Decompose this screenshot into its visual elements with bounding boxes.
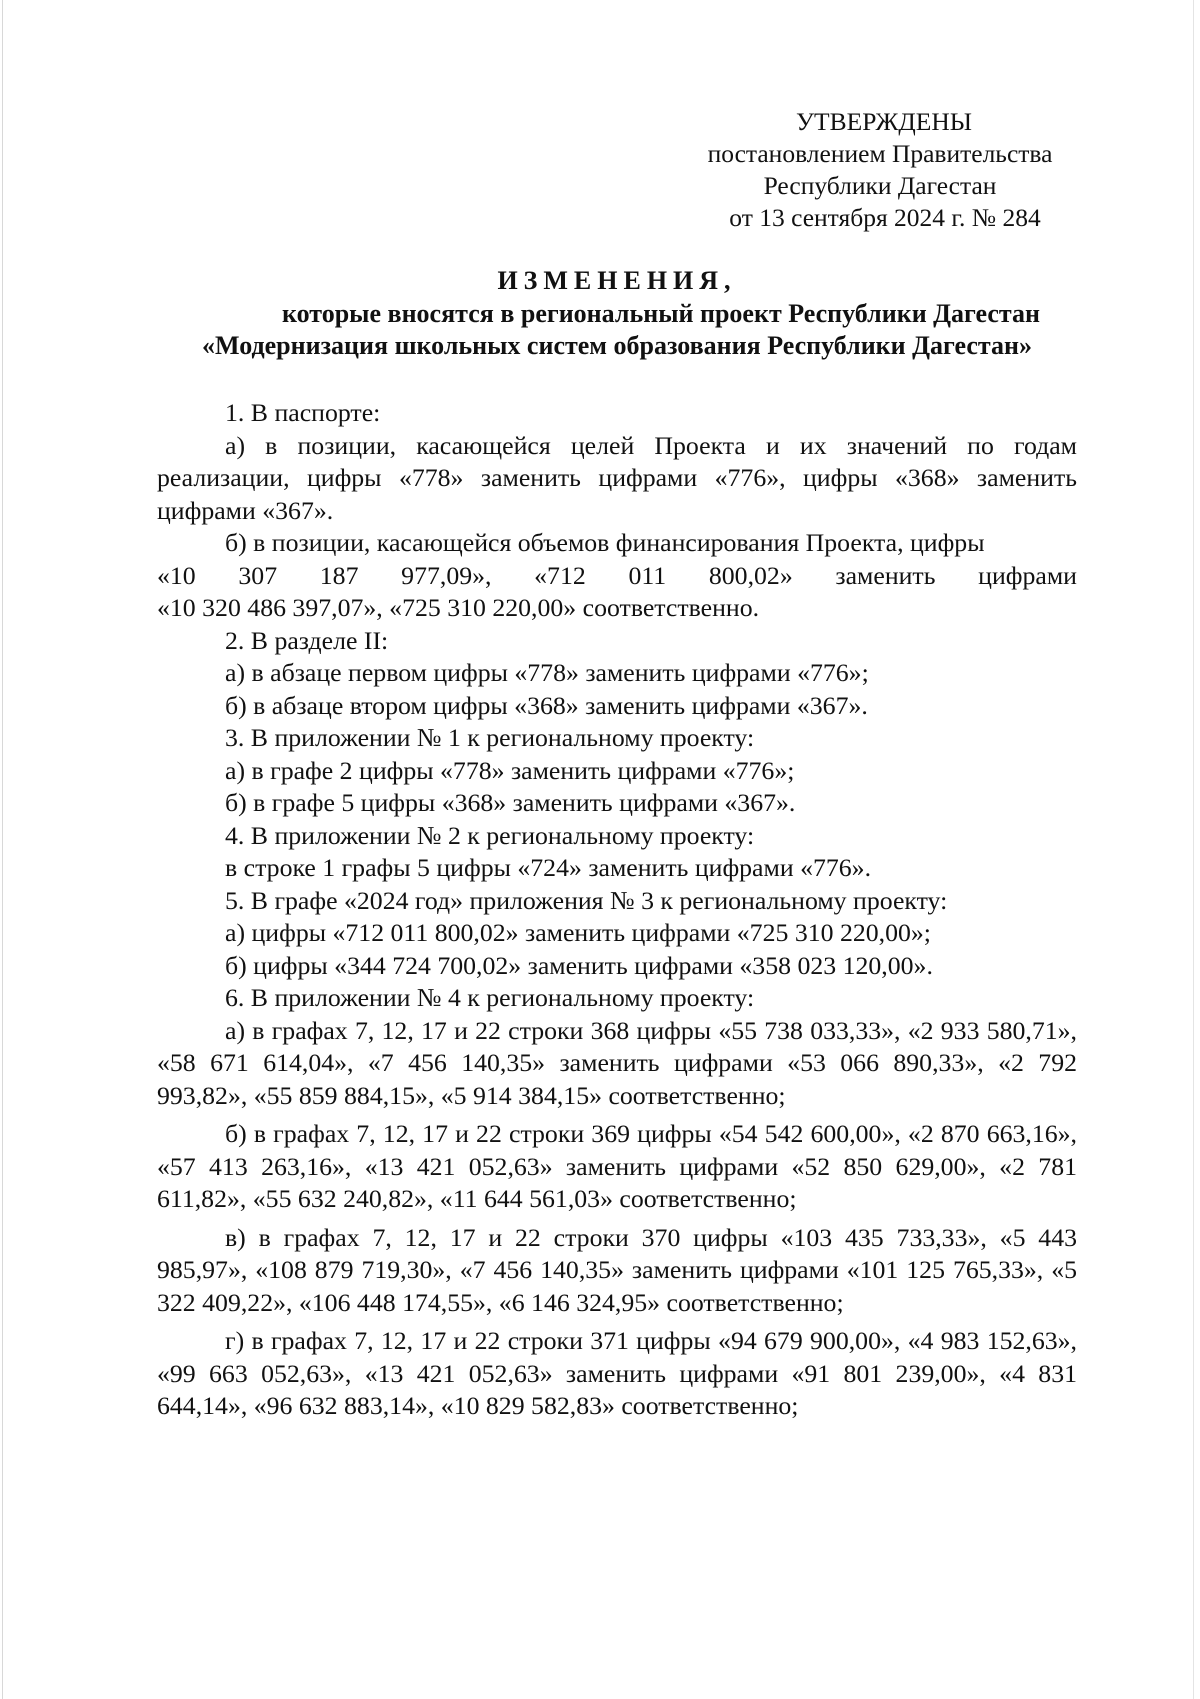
paragraph-4: 4. В приложении № 2 к региональному проекту: bbox=[225, 820, 755, 850]
paragraph-2a: а) в абзаце первом цифры «778» заменить цифрами «776»; bbox=[225, 658, 869, 687]
paragraph-3a: а) в графе 2 цифры «778» заменить цифрами «776»; bbox=[225, 755, 795, 785]
approval-title: УТВЕРЖДЕНЫ bbox=[796, 107, 972, 136]
paragraph-1b-word: «712 bbox=[534, 560, 586, 590]
approval-line-2: Республики Дагестан bbox=[763, 171, 997, 200]
paragraph-1b-word: заменить bbox=[835, 560, 936, 590]
paragraph-1: 1. В паспорте: bbox=[225, 398, 381, 427]
paragraph-1b-word: 187 bbox=[319, 560, 359, 590]
scan-edge-left bbox=[2, 0, 3, 1699]
paragraph-1a: а) в позиции, касающейся целей Проекта и их значений по годам реализации, цифры «778» заменить цифрами «776», цифры «368» заменить цифрами «367». bbox=[157, 430, 1077, 525]
document-subtitle-line-1: которые вносятся в региональный проект Республики Дагестан bbox=[282, 299, 1040, 328]
paragraph-1b-word: 011 bbox=[628, 560, 667, 590]
paragraph-1b-line-1: б) в позиции, касающейся объемов финансирования Проекта, цифры bbox=[225, 528, 985, 557]
paragraph-1b-word: 800,02» bbox=[708, 560, 793, 590]
paragraph-6a: а) в графах 7, 12, 17 и 22 строки 368 цифры «55 738 033,33», «2 933 580,71», «58 671 614,04», «7 456 140,35» заменить цифрами «53 066 890,33», «2 792 993,82», «55 859 884,15», «5 914 384,15» соответственно; bbox=[157, 1015, 1077, 1110]
paragraph-1b-line-3: «10 320 486 397,07», «725 310 220,00» соответственно. bbox=[157, 593, 760, 622]
paragraph-2b: б) в абзаце втором цифры «368» заменить цифрами «367». bbox=[225, 690, 868, 720]
document-subtitle-line-2: «Модернизация школьных систем образования Республики Дагестан» bbox=[202, 331, 1032, 360]
paragraph-4a: в строке 1 графы 5 цифры «724» заменить цифрами «776». bbox=[225, 853, 872, 882]
paragraph-5b: б) цифры «344 724 700,02» заменить цифрами «358 023 120,00». bbox=[225, 950, 933, 980]
paragraph-1b-line-2 bbox=[157, 560, 1077, 593]
paragraph-3: 3. В приложении № 1 к региональному проекту: bbox=[225, 723, 755, 752]
scan-edge-right bbox=[1193, 0, 1194, 1699]
approval-date-number: от 13 сентября 2024 г. № 284 bbox=[729, 203, 1041, 232]
document-body bbox=[157, 397, 1077, 1423]
approval-line-1: постановлением Правительства bbox=[707, 139, 1053, 168]
document-subtitle bbox=[158, 298, 1076, 362]
approval-stamp-block bbox=[680, 106, 1080, 234]
paragraph-5: 5. В графе «2024 год» приложения № 3 к региональному проекту: bbox=[225, 885, 948, 915]
paragraph-6d: г) в графах 7, 12, 17 и 22 строки 371 цифры «94 679 900,00», «4 983 152,63», «99 663 052,63», «13 421 052,63» заменить цифрами «91 801 239,00», «4 831 644,14», «96 632 883,14», «10 829 582,83» соответственно; bbox=[157, 1326, 1077, 1420]
paragraph-1b-word: 977,09», bbox=[401, 560, 492, 590]
paragraph-1b-word: 307 bbox=[238, 560, 278, 590]
paragraph-3b: б) в графе 5 цифры «368» заменить цифрами «367». bbox=[225, 788, 796, 817]
paragraph-1b-word: цифрами bbox=[978, 560, 1077, 590]
paragraph-2: 2. В разделе II: bbox=[225, 625, 389, 655]
paragraph-6: 6. В приложении № 4 к региональному проекту: bbox=[225, 983, 755, 1012]
paragraph-5a: а) цифры «712 011 800,02» заменить цифрами «725 310 220,00»; bbox=[225, 918, 931, 947]
document-title: ИЗМЕНЕНИЯ, bbox=[497, 266, 737, 295]
paragraph-1b-word: «10 bbox=[157, 560, 196, 590]
paragraph-6c: в) в графах 7, 12, 17 и 22 строки 370 цифры «103 435 733,33», «5 443 985,97», «108 879 719,30», «7 456 140,35» заменить цифрами «101 125 765,33», «5 322 409,22», «106 448 174,55», «6 146 324,95» соответственно; bbox=[157, 1222, 1077, 1317]
paragraph-6b: б) в графах 7, 12, 17 и 22 строки 369 цифры «54 542 600,00», «2 870 663,16», «57 413 263,16», «13 421 052,63» заменить цифрами «52 850 629,00», «2 781 611,82», «55 632 240,82», «11 644 561,03» соответственно; bbox=[157, 1119, 1077, 1213]
